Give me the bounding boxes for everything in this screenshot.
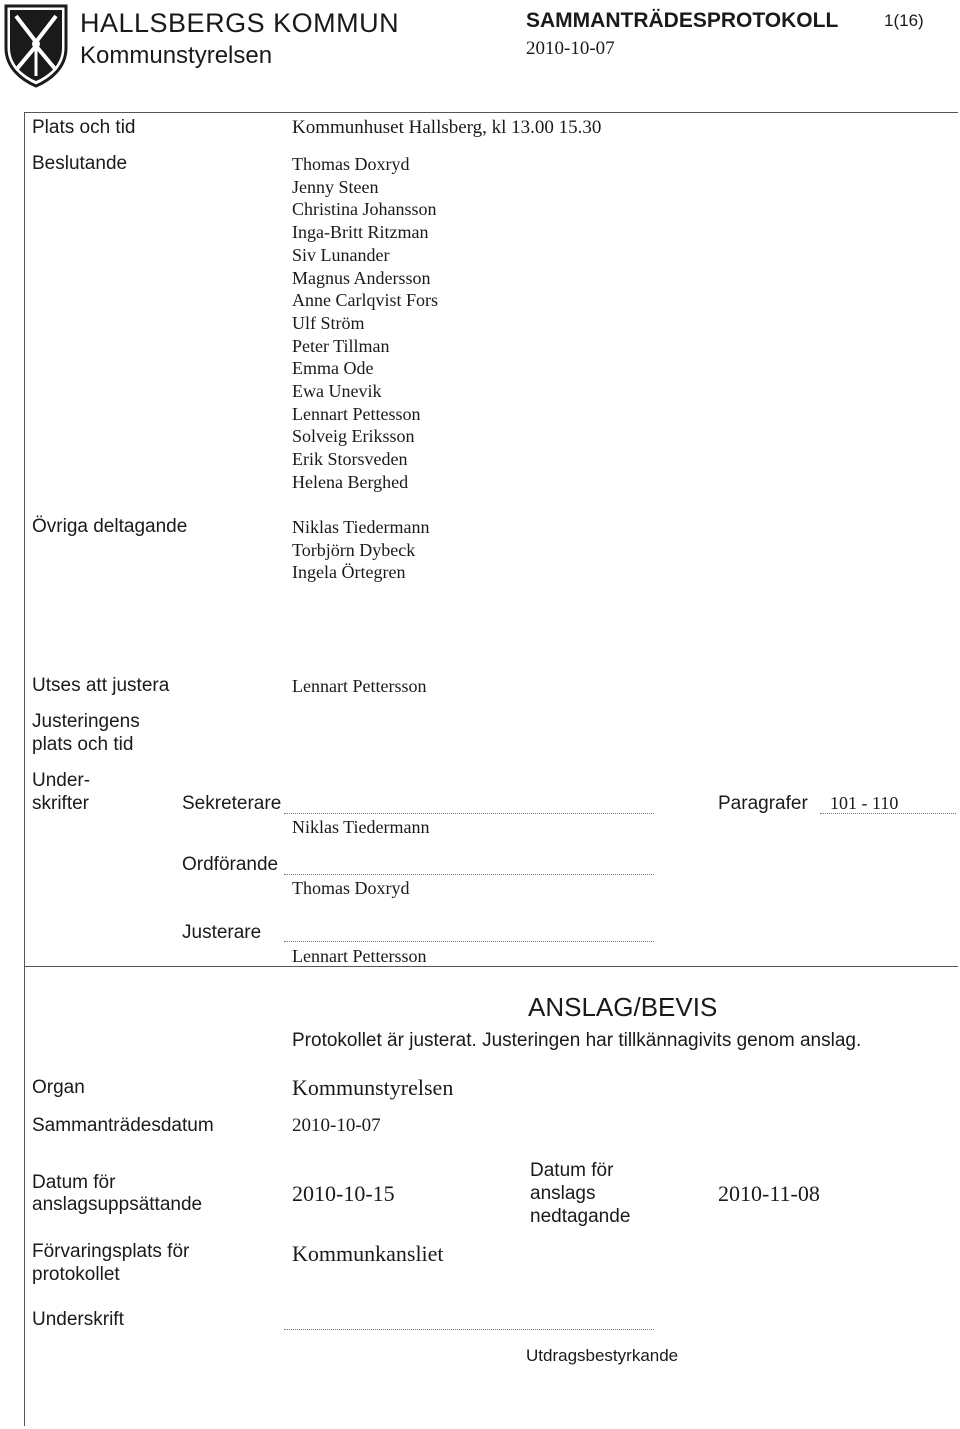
adjust-place-label: Justeringens <box>32 711 140 732</box>
list-item: Anne Carlqvist Fors <box>292 290 438 311</box>
signature-label: Underskrift <box>32 1309 124 1330</box>
list-item: Ulf Ström <box>292 312 365 333</box>
list-item: Lennart Pettesson <box>292 403 421 424</box>
removed-date-value: 2010-11-08 <box>718 1181 820 1206</box>
paragraphs-label: Paragrafer <box>718 793 808 814</box>
adjuster-chosen-value: Lennart Pettersson <box>292 676 427 696</box>
list-item: Jenny Steen <box>292 176 379 197</box>
paragraphs-value: 101 - 110 <box>830 793 899 813</box>
list-item: Magnus Andersson <box>292 267 431 288</box>
list-item: Peter Tillman <box>292 335 390 356</box>
municipality-logo <box>2 2 70 88</box>
list-item: Thomas Doxryd <box>292 154 410 174</box>
removed-label: nedtagande <box>530 1206 631 1227</box>
place-label: Plats och tid <box>32 117 136 138</box>
notice-divider <box>24 966 958 967</box>
certifier-label: Utdragsbestyrkande <box>526 1346 679 1365</box>
posted-label: Datum för <box>32 1172 116 1193</box>
document-type: SAMMANTRÄDESPROTOKOLL <box>526 9 839 32</box>
organ-value: Kommunstyrelsen <box>292 1075 454 1100</box>
list-item: Solveig Eriksson <box>292 426 415 447</box>
header-date: 2010-10-07 <box>526 38 615 59</box>
signatures-label: Under- <box>32 770 91 791</box>
secretary-name: Niklas Tiedermann <box>292 817 430 837</box>
removed-label: Datum för <box>530 1160 614 1181</box>
organ-label: Organ <box>32 1077 85 1098</box>
adjuster-label: Justerare <box>182 922 262 943</box>
adjuster-signature-line[interactable] <box>284 941 654 942</box>
notice-statement: Protokollet är justerat. Justeringen har tillkännagivits genom anslag. <box>292 1030 862 1051</box>
secretary-signature-line[interactable] <box>284 813 654 814</box>
secretary-label: Sekreterare <box>182 793 282 814</box>
adjuster-chosen-label: Utses att justera <box>32 675 170 696</box>
list-item: Niklas Tiedermann <box>292 517 430 537</box>
chair-signature-line[interactable] <box>284 874 654 875</box>
list-item: Torbjörn Dybeck <box>292 539 416 560</box>
page-number: 1(16) <box>884 11 924 30</box>
org-unit: Kommunstyrelsen <box>80 42 273 69</box>
list-item: Christina Johansson <box>292 199 437 220</box>
storage-label: protokollet <box>32 1264 120 1285</box>
coat-of-arms-icon <box>2 2 70 88</box>
list-item: Ingela Örtegren <box>292 562 406 583</box>
others-label: Övriga deltagande <box>32 516 188 537</box>
org-name: HALLSBERGS KOMMUN <box>80 8 400 38</box>
adjuster-name: Lennart Pettersson <box>292 946 427 966</box>
signatures-label: skrifter <box>32 793 89 814</box>
list-item: Ewa Unevik <box>292 381 382 402</box>
chair-name: Thomas Doxryd <box>292 878 410 898</box>
meeting-date-label: Sammanträdesdatum <box>32 1115 214 1136</box>
paragraphs-line <box>820 813 956 814</box>
list-item: Emma Ode <box>292 358 374 379</box>
certifier-signature-line[interactable] <box>284 1329 654 1330</box>
place-value: Kommunhuset Hallsberg, kl 13.00 15.30 <box>292 117 602 138</box>
list-item: Erik Storsveden <box>292 449 408 470</box>
list-item: Inga-Britt Ritzman <box>292 222 429 243</box>
left-margin-rule <box>24 112 25 1426</box>
storage-label: Förvaringsplats för <box>32 1241 190 1262</box>
removed-label: anslags <box>530 1183 596 1204</box>
posted-date-value: 2010-10-15 <box>292 1181 395 1206</box>
adjust-place-label: plats och tid <box>32 734 134 755</box>
others-members-list <box>292 516 430 584</box>
header-rule <box>24 112 958 113</box>
list-item: Helena Berghed <box>292 471 409 492</box>
storage-value: Kommunkansliet <box>292 1241 444 1266</box>
posted-label: anslagsuppsättande <box>32 1194 203 1215</box>
decision-label: Beslutande <box>32 153 128 174</box>
meeting-date-value: 2010-10-07 <box>292 1115 381 1136</box>
notice-title: ANSLAG/BEVIS <box>528 992 718 1022</box>
chair-label: Ordförande <box>182 854 279 875</box>
decision-members-list <box>292 153 438 494</box>
list-item: Siv Lunander <box>292 244 390 265</box>
